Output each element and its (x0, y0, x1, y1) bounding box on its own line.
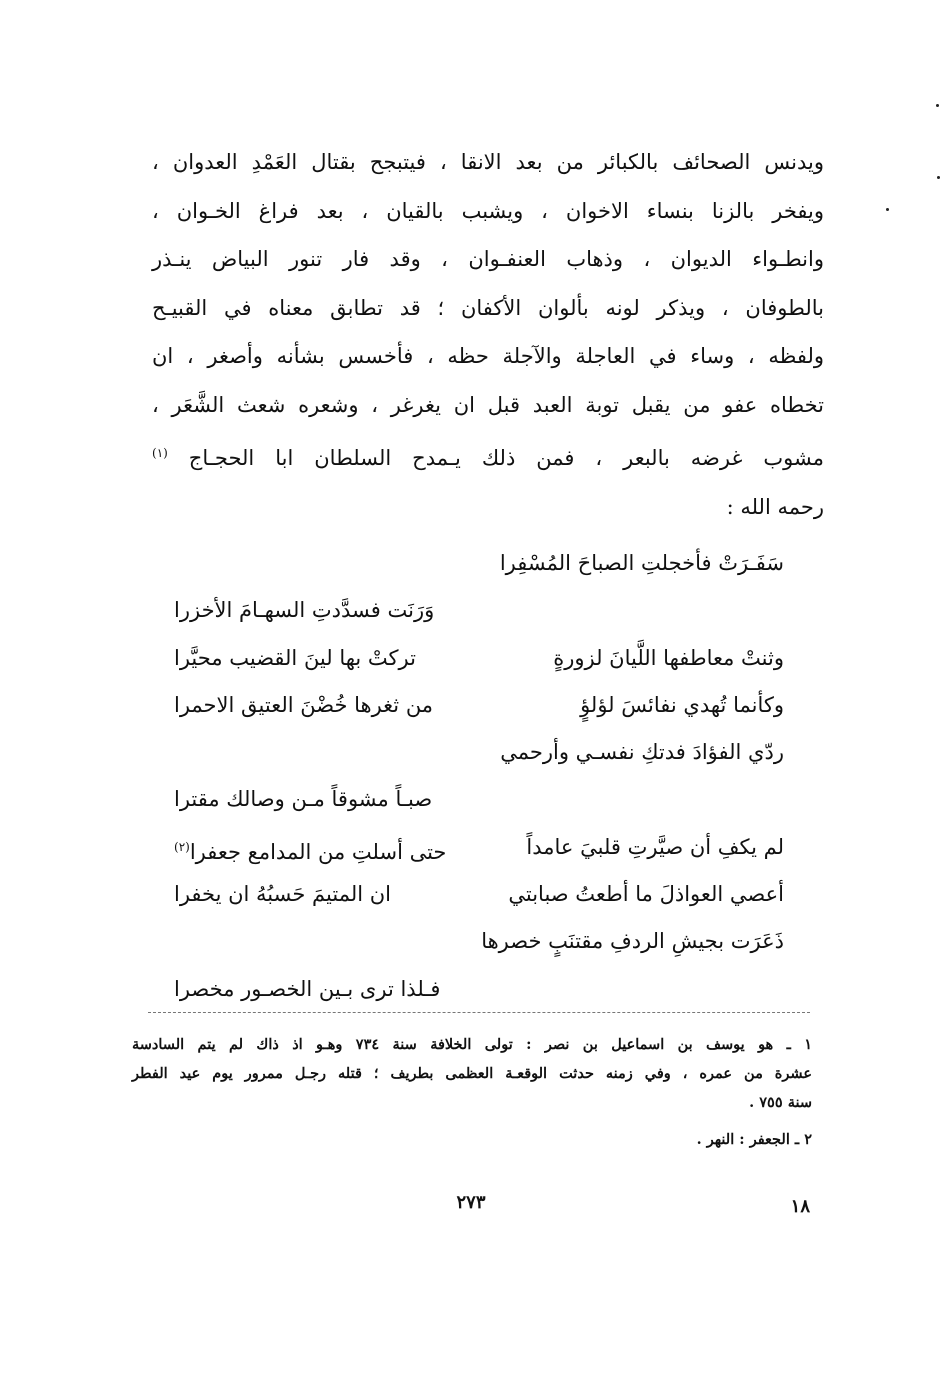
prose-line: رحمه الله : (726, 494, 824, 519)
hemistich-right: ردّي الفؤادَ فدتكِ نفسـي وأرحمي (500, 740, 784, 765)
poem-line (174, 729, 784, 776)
scan-speck (886, 208, 889, 211)
prose-line: وانطـواء الديوان ، وذهاب العنفـوان ، وقد فار تنور البياض ينـذر (152, 247, 824, 271)
prose-line: تخطاه عفو من يقبل توبة العبد قبل ان يغرغر ، وشعره شعث الشَّعَر ، (152, 392, 824, 417)
footnote-2: ٢ ـ الجعفر : النهر . (696, 1131, 812, 1148)
poem-line (174, 918, 784, 965)
poem (174, 540, 784, 1013)
prose-line: ويدنس الصحائف بالكبائر من بعد الانقا ، فيتبجح بقتال العَمْدِ العدوان ، (152, 150, 824, 174)
footnote-1-line: سنة ٧٥٥ . (749, 1094, 812, 1111)
footnote-1-line: عشرة من عمره ، وفي زمنه حدثت الوقعـة العظمى بطريف ؛ قتله رجـل ممرور يوم عيد الفطر (132, 1065, 812, 1082)
hemistich-left: حتى أسلتِ من المدامع جعفرا$^{(٢)}$ (174, 839, 447, 864)
poem-line (174, 824, 784, 871)
poem-line (174, 966, 784, 1013)
hemistich-left: من ثغرها خُضْنَ العتيق الاحمرا (174, 692, 434, 717)
prose-line: مشوب غرضه بالبعر ، فمن ذلك يـمدح السلطان ابا الحجـاج $^{(١)}$ (152, 446, 824, 470)
hemistich-right: سَفَـرَتْ فأخجلتِ الصباحَ المُسْفِرا (499, 551, 784, 575)
prose-line: ولفظه ، وساء في العاجلة والآجلة حظه ، فأخسس بشأنه وأصغر ، ان (152, 344, 824, 368)
hemistich-left: تركتْ بها لينَ القضيب محيَّرا (174, 645, 416, 670)
poem-line (174, 871, 784, 918)
footnote-divider (148, 1012, 810, 1013)
poem-line (174, 540, 784, 587)
signature-mark: ١٨ (790, 1196, 810, 1217)
hemistich-left: وَرَنَت فسدَّدتِ السهـامَ الأخزرا (174, 598, 435, 623)
scan-speck (936, 104, 939, 107)
hemistich-right: ذَعَرَت بجيشِ الردفِ مقتنَبٍ خصرها (481, 929, 784, 954)
footnote-ref-1: (١) (152, 446, 168, 460)
poem-line (174, 776, 784, 823)
hemistich-right: وكأنما تُهدي نفائسَ لؤلؤٍ (580, 692, 784, 717)
hemistich-left: صبـاً مشوقاً مـن وصالك مقترا (174, 787, 433, 812)
poem-line (174, 587, 784, 634)
prose-line: ويفخر بالزنا بنساء الاخوان ، ويشبب بالقيان ، بعد فراغ الخـوان ، (152, 198, 824, 223)
footnote-1-line: ١ ـ هو يوسف بن اسماعيل بن نصر : تولى الخلافة سنة ٧٣٤ وهـو اذ ذاك لم يتم السادسة (132, 1036, 812, 1053)
footnotes (132, 1030, 812, 1154)
hemistich-right: وثنتْ معاطفها اللَّيانَ لزورةٍ (553, 645, 784, 670)
page-number: ٢٧٣ (456, 1192, 486, 1213)
hemistich-left: ان المتيمَ حَسبُهُ ان يخفرا (174, 882, 391, 907)
hemistich-right: لم يكفِ أن صيَّرتِ قلبيَ عامداً (526, 834, 784, 859)
hemistich-left: فـلذا ترى بـين الخصـور مخصرا (174, 976, 441, 1001)
hemistich-right: أعصي العواذلَ ما أطعتُ صبابتي (508, 882, 784, 907)
poem-line (174, 635, 784, 682)
footnote-ref-2: (٢) (174, 839, 190, 854)
scan-speck (937, 176, 940, 179)
prose-line: بالطوفان ، ويذكر لونه بألوان الأكفان ؛ قد تطابق معناه في القبيـح (152, 295, 824, 320)
prose-paragraph (152, 138, 824, 531)
poem-line (174, 682, 784, 729)
